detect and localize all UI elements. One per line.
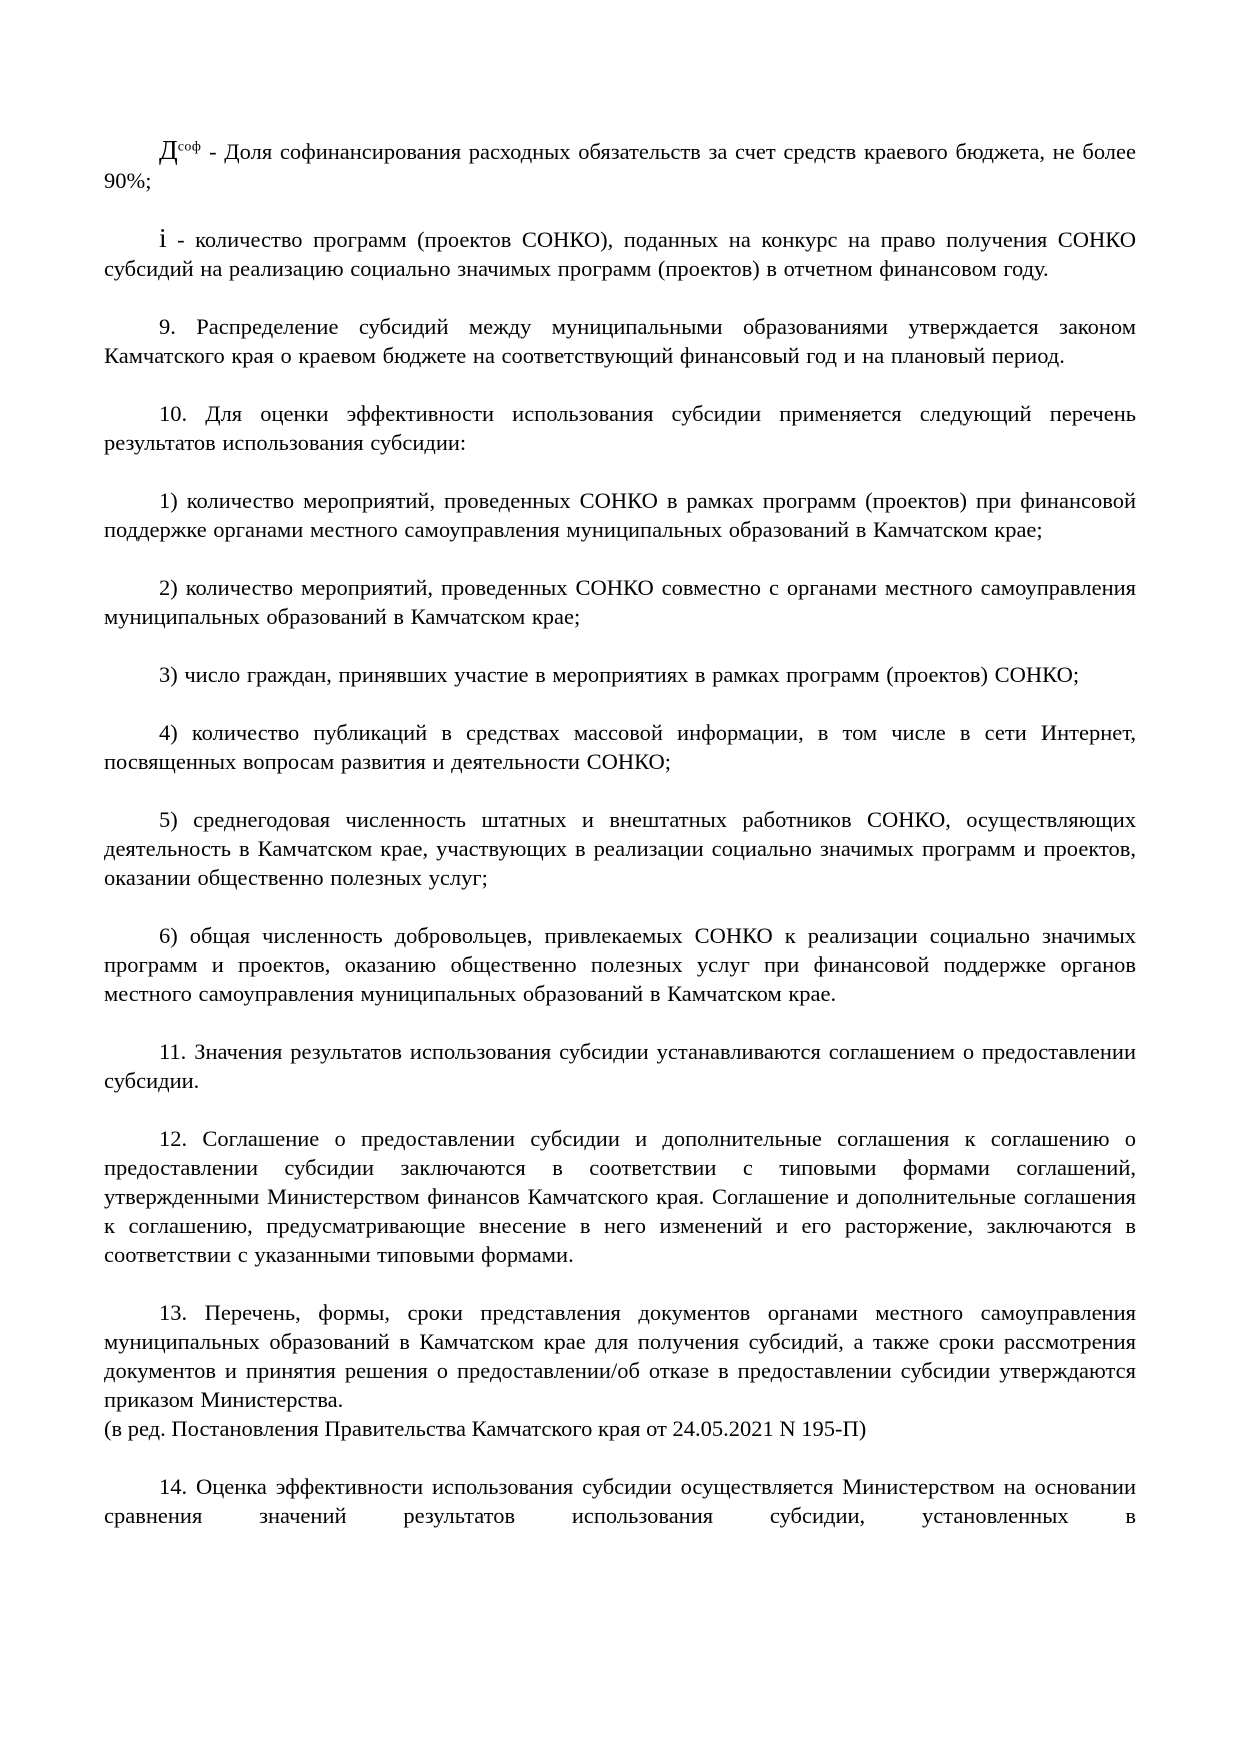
paragraph-12: 12. Соглашение о предоставлении субсидии и дополнительные соглашения к соглашению о предоставлении субсидии заключаются в соответствии с типовыми формами соглашений, утвержденными Министерством финансов Камчатского края. Соглашение и дополнительные соглашения к соглашению, предусматривающие внесение в него изменений и его расторжение, заключаются в соответствии с указанными типовыми формами. [104, 1126, 1136, 1267]
paragraph-item-6: 6) общая численность добровольцев, привлекаемых СОНКО к реализации социально значимых программ и проектов, оказанию общественно полезных услуг при финансовой поддержке органов местного самоуправления муниципальных образований в Камчатском крае. [104, 923, 1136, 1006]
formula-symbol-i: i [159, 223, 167, 253]
paragraph-definition-dsof [104, 136, 1136, 195]
amendment-note: (в ред. Постановления Правительства Камчатского края от 24.05.2021 N 195-П) [104, 1416, 867, 1441]
paragraph-14: 14. Оценка эффективности использования субсидии осуществляется Министерством на основании сравнения значений результатов использования субсидии, установленных в [104, 1474, 1136, 1528]
paragraph-text: - количество программ (проектов СОНКО), поданных на конкурс на право получения СОНКО субсидий на реализацию социально значимых программ (проектов) в отчетном финансовом году. [104, 227, 1136, 281]
paragraph-9: 9. Распределение субсидий между муниципальными образованиями утверждается законом Камчатского края о краевом бюджете на соответствующий финансовый год и на плановый период. [104, 314, 1136, 368]
paragraph-item-4: 4) количество публикаций в средствах массовой информации, в том числе в сети Интернет, посвященных вопросам развития и деятельности СОНКО; [104, 720, 1136, 774]
formula-superscript-sof: соф [177, 139, 202, 155]
paragraph-13: 13. Перечень, формы, сроки представления документов органами местного самоуправления муниципальных образований в Камчатском крае для получения субсидий, а также сроки рассмотрения документов и принятия решения о предоставлении/об отказе в предоставлении субсидии утверждаются приказом Министерства. [104, 1300, 1136, 1412]
paragraph-11: 11. Значения результатов использования субсидии устанавливаются соглашением о предоставлении субсидии. [104, 1039, 1136, 1093]
paragraph-definition-i [104, 224, 1136, 283]
paragraph-item-2: 2) количество мероприятий, проведенных СОНКО совместно с органами местного самоуправления муниципальных образований в Камчатском крае; [104, 575, 1136, 629]
paragraph-item-3: 3) число граждан, принявших участие в мероприятиях в рамках программ (проектов) СОНКО; [159, 662, 1080, 687]
paragraph-item-1: 1) количество мероприятий, проведенных СОНКО в рамках программ (проектов) при финансовой поддержке органами местного самоуправления муниципальных образований в Камчатском крае; [104, 488, 1136, 542]
paragraph-item-5: 5) среднегодовая численность штатных и внештатных работников СОНКО, осуществляющих деятельность в Камчатском крае, участвующих в реализации социально значимых программ и проектов, оказании общественно полезных услуг; [104, 807, 1136, 890]
paragraph-text: - Доля софинансирования расходных обязательств за счет средств краевого бюджета, не более 90%; [104, 139, 1136, 193]
paragraph-10: 10. Для оценки эффективности использования субсидии применяется следующий перечень результатов использования субсидии: [104, 401, 1136, 455]
formula-symbol-d: Д [159, 135, 178, 165]
